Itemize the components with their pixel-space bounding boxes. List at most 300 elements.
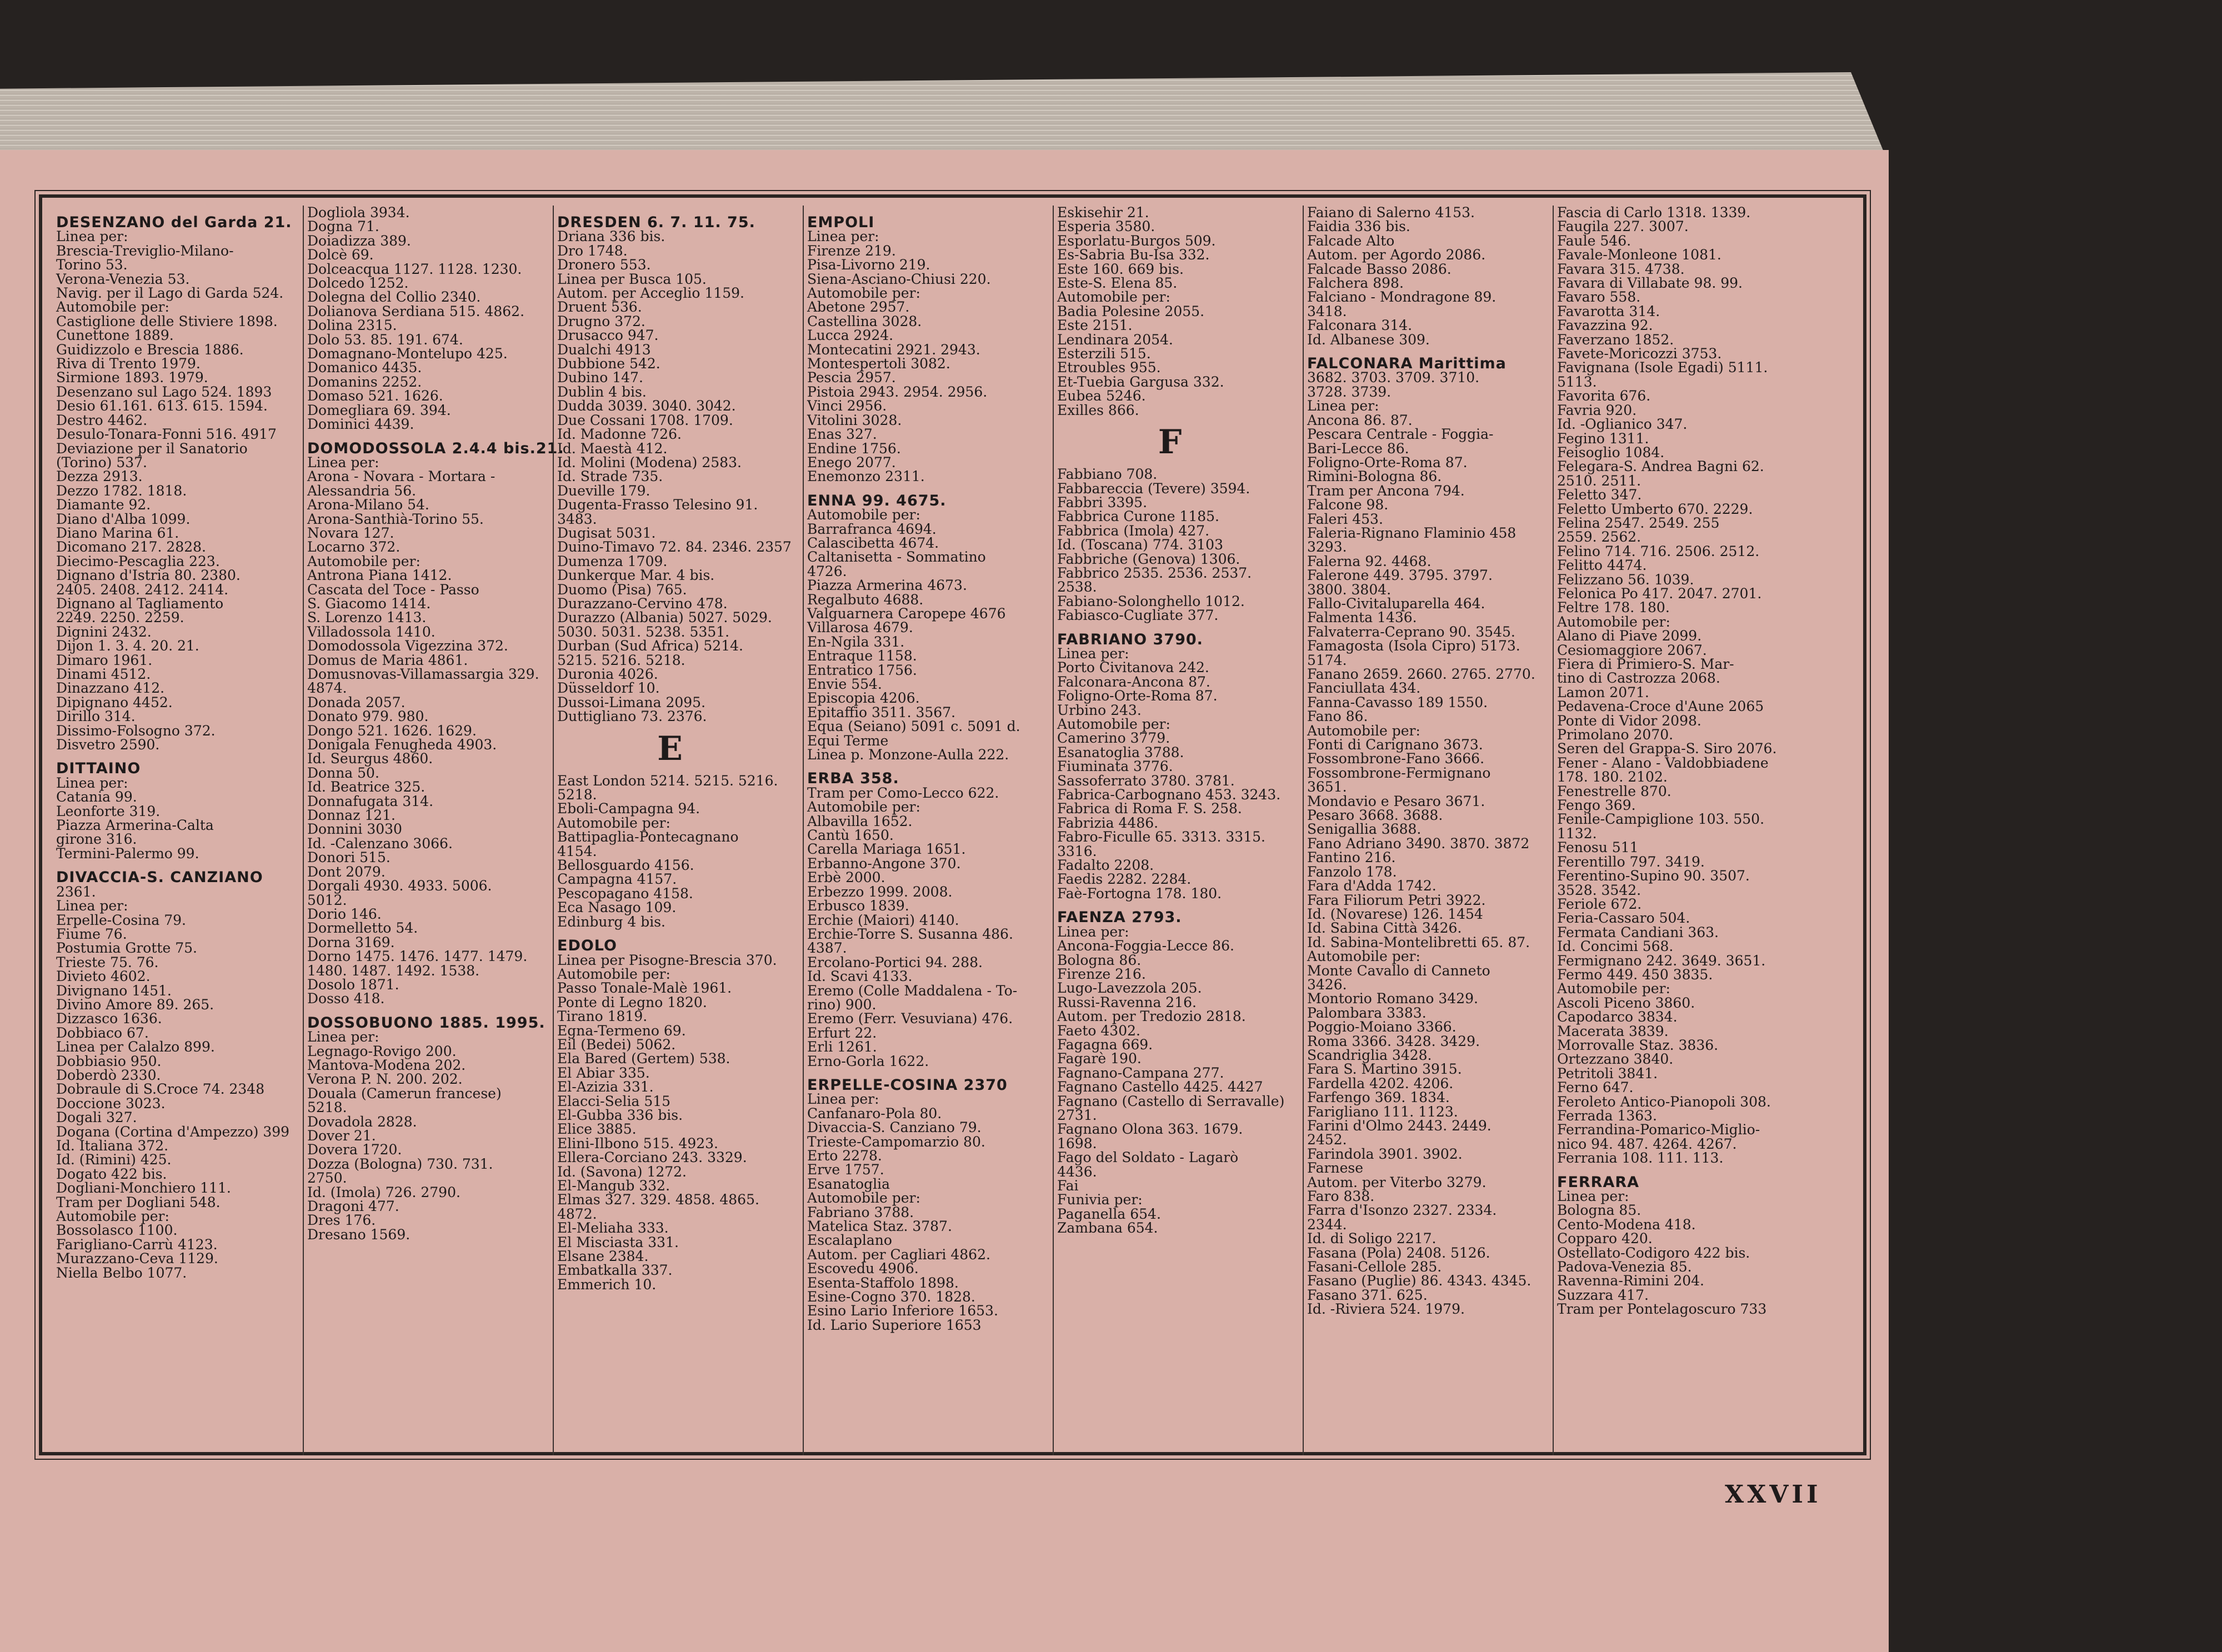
index-entry: Russi-Ravenna 216. xyxy=(1057,994,1197,1010)
index-entry: Ascoli Piceno 3860. xyxy=(1557,994,1695,1011)
index-entry: Erbezzo 1999. 2008. xyxy=(807,883,953,900)
index-entry: Faleri 453. xyxy=(1307,510,1383,527)
index-entry: Duttigliano 73. 2376. xyxy=(557,708,707,725)
index-entry: 5218. xyxy=(307,1099,347,1116)
entry-heading: EMPOLI xyxy=(807,214,875,231)
index-entry: Farfengo 369. 1834. xyxy=(1307,1089,1450,1106)
index-entry: Linea per Busca 105. xyxy=(557,271,707,287)
index-entry: Diano Marina 61. xyxy=(56,524,179,541)
index-entry: Lucca 2924. xyxy=(807,327,894,344)
index-column xyxy=(1553,206,1786,1455)
index-entry: Donna 50. xyxy=(307,764,379,781)
index-column xyxy=(1053,206,1286,1455)
index-entry: Donnafugata 314. xyxy=(307,793,434,809)
index-entry: Falconara-Ancona 87. xyxy=(1057,673,1210,690)
index-entry: 3418. xyxy=(1307,303,1347,319)
index-entry: Dragoni 477. xyxy=(307,1198,399,1215)
index-entry: Fara d'Adda 1742. xyxy=(1307,878,1437,894)
index-entry: Campagna 4157. xyxy=(557,871,677,888)
index-entry: Id. -Calenzano 3066. xyxy=(307,835,453,852)
index-entry: Macerata 3839. xyxy=(1557,1023,1669,1039)
index-entry: Linea per: xyxy=(1557,1188,1629,1205)
index-entry: Dolcedo 1252. xyxy=(307,275,409,292)
index-entry: Cesiomaggiore 2067. xyxy=(1557,642,1707,658)
index-entry: Falvaterra-Ceprano 90. 3545. xyxy=(1307,623,1515,640)
index-entry: Dobbiaco 67. xyxy=(56,1024,149,1041)
index-entry: Dissimo-Folsogno 372. xyxy=(56,722,216,739)
index-entry: Falcade Alto xyxy=(1307,232,1395,249)
index-entry: Divaccia-S. Canziano 79. xyxy=(807,1119,982,1136)
index-entry: Brescia-Treviglio-Milano- xyxy=(56,242,234,259)
entry-heading: EDOLO xyxy=(557,937,618,955)
index-entry: Fossombrone-Fermignano xyxy=(1307,764,1491,781)
index-entry: Id. Sabina Città 3426. xyxy=(1307,920,1462,937)
index-entry: Fener - Alano - Valdobbiadene xyxy=(1557,754,1769,771)
index-entry: Id. (Rimini) 425. xyxy=(56,1152,172,1168)
index-entry: Linea per: xyxy=(1057,645,1129,662)
index-entry: Autom. per Cagliari 4862. xyxy=(807,1246,990,1263)
index-entry: Escovedu 4906. xyxy=(807,1260,919,1277)
index-entry: 3426. xyxy=(1307,976,1347,993)
index-entry: 1132. xyxy=(1557,825,1597,842)
index-entry: Emmerich 10. xyxy=(557,1276,657,1293)
index-entry: Piazza Armerina-Calta xyxy=(56,817,214,834)
index-column xyxy=(803,206,1036,1455)
index-entry: Valguarnera Caropepe 4676 xyxy=(807,605,1006,622)
index-entry: Dezza 2913. xyxy=(56,468,143,485)
index-entry: S. Lorenzo 1413. xyxy=(307,609,427,626)
index-entry: Erpelle-Cosina 79. xyxy=(56,912,186,928)
index-entry: Favazzina 92. xyxy=(1557,317,1653,334)
index-entry: Fabbiano 708. xyxy=(1057,466,1158,483)
index-entry: Arona-Santhià-Torino 55. xyxy=(307,510,484,527)
index-entry: Fiume 76. xyxy=(56,925,127,942)
index-entry: Ostellato-Codigoro 422 bis. xyxy=(1557,1244,1750,1261)
index-entry: 2559. 2562. xyxy=(1557,529,1642,545)
index-entry: Rimini-Bologna 86. xyxy=(1307,468,1442,485)
index-entry: Doccione 3023. xyxy=(56,1095,166,1112)
index-entry: Fabbriche (Genova) 1306. xyxy=(1057,550,1240,567)
index-entry: Dublin 4 bis. xyxy=(557,383,647,400)
index-entry: Catania 99. xyxy=(56,789,137,805)
index-entry: Tirano 1819. xyxy=(557,1008,648,1025)
index-column xyxy=(1303,206,1536,1455)
index-entry: Montecatini 2921. 2943. xyxy=(807,341,980,358)
index-entry: Faugila 227. 3007. xyxy=(1557,218,1689,235)
index-entry: Fagnano Olona 363. 1679. xyxy=(1057,1121,1243,1138)
index-entry: Alano di Piave 2099. xyxy=(1557,628,1702,644)
index-entry: Ancona 86. 87. xyxy=(1307,412,1413,428)
index-entry: Monte Cavallo di Canneto xyxy=(1307,962,1490,979)
index-entry: Dueville 179. xyxy=(557,482,650,499)
index-entry: Fonti di Carignano 3673. xyxy=(1307,737,1483,753)
index-entry: Id. (Novarese) 126. 1454 xyxy=(1307,905,1483,922)
index-entry: Favaro 558. xyxy=(1557,289,1641,306)
entry-heading: FERRARA xyxy=(1557,1173,1640,1191)
index-entry: Eremo (Colle Maddalena - To- xyxy=(807,982,1018,999)
index-entry: 4874. xyxy=(307,680,347,697)
index-entry: Linea per: xyxy=(307,1029,379,1045)
index-entry: Desenzano sul Lago 524. 1893 xyxy=(56,383,272,400)
index-entry: Erfurt 22. xyxy=(807,1024,877,1041)
index-entry: Faiano di Salerno 4153. xyxy=(1307,204,1475,221)
index-entry: Dosolo 1871. xyxy=(307,976,399,993)
index-entry: Ferrada 1363. xyxy=(1557,1108,1658,1124)
index-entry: Favria 920. xyxy=(1557,402,1637,418)
index-entry: Dicomano 217. 2828. xyxy=(56,539,206,555)
index-entry: Faè-Fortogna 178. 180. xyxy=(1057,885,1222,902)
index-entry: Id. (Toscana) 774. 3103 xyxy=(1057,537,1223,553)
index-entry: Linea per: xyxy=(807,228,879,245)
index-entry: Dronero 553. xyxy=(557,257,651,273)
index-entry: Bellosguardo 4156. xyxy=(557,857,694,874)
index-entry: 2510. 2511. xyxy=(1557,472,1642,489)
index-entry: Fermignano 242. 3649. 3651. xyxy=(1557,952,1766,969)
index-entry: Falciano - Mondragone 89. xyxy=(1307,289,1497,306)
index-entry: Dinazzano 412. xyxy=(56,680,165,697)
index-entry: Linea per: xyxy=(56,898,128,914)
index-column xyxy=(53,206,292,1455)
index-entry: Fabrica-Carbognano 453. 3243. xyxy=(1057,787,1281,803)
index-entry: Niella Belbo 1077. xyxy=(56,1264,187,1281)
index-entry: Roma 3366. 3428. 3429. xyxy=(1307,1033,1480,1049)
index-entry: Novara 127. xyxy=(307,524,394,541)
index-entry: Famagosta (Isola Cipro) 5173. xyxy=(1307,638,1520,654)
index-entry: El-Azizia 331. xyxy=(557,1079,654,1095)
index-entry: Copparo 420. xyxy=(1557,1230,1653,1247)
index-entry: Id. (Savona) 1272. xyxy=(557,1163,687,1180)
index-entry: Erli 1261. xyxy=(807,1039,877,1055)
index-entry: Fardella 4202. 4206. xyxy=(1307,1075,1454,1092)
index-entry: Trieste-Campomarzio 80. xyxy=(807,1133,985,1150)
index-entry: Esterzili 515. xyxy=(1057,346,1151,362)
index-entry: Es-Sabria Bu-Isa 332. xyxy=(1057,247,1210,263)
index-entry: Linea per: xyxy=(307,454,379,470)
index-entry: Duronia 4026. xyxy=(557,666,658,682)
index-entry: Automobile per: xyxy=(557,814,670,831)
index-entry: Autom. per Tredozio 2818. xyxy=(1057,1008,1246,1025)
index-entry: Navig. per il Lago di Garda 524. xyxy=(56,285,284,302)
index-entry: Linea per Pisogne-Brescia 370. xyxy=(557,952,777,968)
index-entry: Camerino 3779. xyxy=(1057,730,1170,747)
index-entry: Elacci-Selia 515 xyxy=(557,1093,671,1109)
index-entry: Felitto 4474. xyxy=(1557,557,1647,574)
index-entry: Dolo 53. 85. 191. 674. xyxy=(307,331,463,348)
index-entry: 5215. 5216. 5218. xyxy=(557,652,685,668)
index-entry: Legnago-Rovigo 200. xyxy=(307,1043,457,1059)
index-entry: 2344. xyxy=(1307,1216,1347,1233)
index-entry: Tram per Dogliani 548. xyxy=(56,1194,221,1210)
index-entry: Dinami 4512. xyxy=(56,666,151,682)
index-entry: Dorno 1475. 1476. 1477. 1479. xyxy=(307,948,528,965)
index-entry: Id. Albanese 309. xyxy=(1307,331,1430,348)
index-entry: Automobile per: xyxy=(56,1208,169,1225)
entry-heading: DRESDEN 6. 7. 11. 75. xyxy=(557,214,755,231)
index-entry: Dudda 3039. 3040. 3042. xyxy=(557,398,736,414)
index-entry: Faverzano 1852. xyxy=(1557,331,1674,348)
index-entry: Fasano 371. 625. xyxy=(1307,1286,1428,1303)
entry-heading: DOMODOSSOLA 2.4.4 bis.21. xyxy=(307,439,564,457)
index-entry: Funivia per: xyxy=(1057,1192,1143,1208)
index-entry: Durazzo (Albania) 5027. 5029. xyxy=(557,609,772,626)
index-entry: Fallo-Civitaluparella 464. xyxy=(1307,595,1485,612)
index-entry: Entraque 1158. xyxy=(807,648,917,664)
index-entry: 2538. xyxy=(1057,579,1097,595)
index-entry: Elmas 327. 329. 4858. 4865. xyxy=(557,1192,759,1208)
index-entry: 2750. xyxy=(307,1170,347,1187)
index-entry: Farini d'Olmo 2443. 2449. xyxy=(1307,1118,1492,1134)
index-entry: Fenestrelle 870. xyxy=(1557,783,1671,799)
index-entry: Falcade Basso 2086. xyxy=(1307,261,1452,277)
index-entry: Id. Molini (Modena) 2583. xyxy=(557,454,742,470)
index-entry: Torino 53. xyxy=(56,257,128,273)
index-entry: Id. di Soligo 2217. xyxy=(1307,1230,1437,1247)
index-entry: Enego 2077. xyxy=(807,454,896,470)
index-entry: El Misciasta 331. xyxy=(557,1234,679,1250)
index-entry: Domus de Maria 4861. xyxy=(307,652,468,668)
index-entry: Fabbrica Curone 1185. xyxy=(1057,508,1220,525)
index-entry: Fantino 216. xyxy=(1307,849,1396,866)
index-entry: Fabriano 3788. xyxy=(807,1204,914,1220)
entry-heading: FABRIANO 3790. xyxy=(1057,630,1203,648)
index-entry: 3528. 3542. xyxy=(1557,882,1642,898)
section-letter: E xyxy=(657,729,683,768)
index-entry: Fabbrica (Imola) 427. xyxy=(1057,522,1210,539)
index-entry: Dijon 1. 3. 4. 20. 21. xyxy=(56,638,199,654)
index-entry: Donada 2057. xyxy=(307,694,406,710)
index-entry: 3728. 3739. xyxy=(1307,383,1392,400)
index-entry: Elice 3885. xyxy=(557,1121,637,1138)
index-entry: Este-S. Elena 85. xyxy=(1057,275,1178,292)
index-entry: Druent 536. xyxy=(557,299,642,316)
index-entry: Fanano 2659. 2660. 2765. 2770. xyxy=(1307,666,1535,682)
index-entry: Dugisat 5031. xyxy=(557,524,656,541)
index-entry: Dipignano 4452. xyxy=(56,694,173,710)
index-entry: Dorna 3169. xyxy=(307,934,395,950)
index-entry: Eil (Bedei) 5062. xyxy=(557,1036,676,1053)
index-entry: Farigliano 111. 1123. xyxy=(1307,1103,1458,1120)
index-entry: Dogliola 3934. xyxy=(307,204,410,221)
index-entry: Automobile per: xyxy=(807,799,920,815)
index-entry: Domanico 4435. xyxy=(307,359,422,376)
index-entry: Vitolini 3028. xyxy=(807,412,902,428)
index-entry: 178. 180. 2102. xyxy=(1557,769,1668,785)
entry-heading: DIVACCIA-S. CANZIANO xyxy=(56,869,263,887)
index-entry: Felegara-S. Andrea Bagni 62. xyxy=(1557,458,1764,475)
index-entry: Fabrica di Roma F. S. 258. xyxy=(1057,800,1242,817)
index-entry: Albavilla 1652. xyxy=(807,813,913,829)
index-entry: Mantova-Modena 202. xyxy=(307,1057,466,1073)
index-entry: Embatkalla 337. xyxy=(557,1262,673,1279)
index-entry: Tram per Pontelagoscuro 733 xyxy=(1557,1301,1767,1318)
index-entry: Eubea 5246. xyxy=(1057,388,1146,404)
index-entry: Dussoi-Limana 2095. xyxy=(557,694,706,710)
index-entry: Felonica Po 417. 2047. 2701. xyxy=(1557,585,1762,602)
index-entry: Donato 979. 980. xyxy=(307,708,429,725)
index-entry: Dozza (Bologna) 730. 731. xyxy=(307,1155,493,1172)
index-entry: Petritoli 3841. xyxy=(1557,1065,1658,1082)
index-entry: Montorio Romano 3429. xyxy=(1307,990,1478,1007)
index-entry: Faidia 336 bis. xyxy=(1307,218,1410,235)
index-entry: Feisoglio 1084. xyxy=(1557,444,1665,460)
index-entry: Diano d'Alba 1099. xyxy=(56,510,191,527)
index-entry: Desio 61.161. 613. 615. 1594. xyxy=(56,398,268,414)
index-entry: Dubbione 542. xyxy=(557,356,660,372)
index-entry: Esporlatu-Burgos 509. xyxy=(1057,232,1216,249)
index-entry: Fagnano (Castello di Serravalle) xyxy=(1057,1093,1285,1109)
index-entry: Fiuminata 3776. xyxy=(1057,758,1173,775)
index-entry: Ponte di Legno 1820. xyxy=(557,994,707,1010)
index-entry: Dro 1748. xyxy=(557,242,628,259)
index-entry: Fagnano Castello 4425. 4427 xyxy=(1057,1079,1263,1095)
index-entry: Esino Lario Inferiore 1653. xyxy=(807,1303,998,1319)
index-entry: Envie 554. xyxy=(807,676,882,692)
index-entry: Paganella 654. xyxy=(1057,1205,1161,1222)
page-number: XXVII xyxy=(1725,1480,1821,1509)
entry-heading: ERBA 358. xyxy=(807,770,899,788)
index-entry: Automobile per: xyxy=(807,285,920,302)
index-entry: Lamon 2071. xyxy=(1557,684,1649,700)
index-entry: Falconara 314. xyxy=(1307,317,1413,334)
entry-heading: ENNA 99. 4675. xyxy=(807,492,947,509)
index-entry: Fasani-Cellole 285. xyxy=(1307,1259,1442,1275)
index-entry: Endine 1756. xyxy=(807,440,901,457)
index-entry: Favorita 676. xyxy=(1557,388,1651,404)
index-entry: Cento-Modena 418. xyxy=(1557,1216,1696,1233)
index-entry: Edinburg 4 bis. xyxy=(557,913,665,930)
index-entry: Montespertoli 3082. xyxy=(807,356,950,372)
index-entry: Faedis 2282. 2284. xyxy=(1057,871,1192,888)
index-entry: Este 2151. xyxy=(1057,317,1133,334)
index-entry: Fabbareccia (Tevere) 3594. xyxy=(1057,480,1250,497)
index-entry: Cascata del Toce - Passo xyxy=(307,581,479,598)
index-entry: Feria-Cassaro 504. xyxy=(1557,910,1690,927)
index-entry: Linea per: xyxy=(1057,923,1129,940)
index-entry: Erno-Gorla 1622. xyxy=(807,1053,929,1069)
index-entry: Fengo 369. xyxy=(1557,797,1636,814)
index-entry: Riva di Trento 1979. xyxy=(56,356,201,372)
index-entry: Favara 315. 4738. xyxy=(1557,261,1685,277)
index-entry: Autom. per Agordo 2086. xyxy=(1307,247,1486,263)
index-entry: Firenze 219. xyxy=(807,242,896,259)
index-entry: 1698. xyxy=(1057,1135,1097,1152)
index-entry: Id. Italiana 372. xyxy=(56,1138,169,1154)
index-entry: Fanciullata 434. xyxy=(1307,680,1421,697)
index-entry: Doiadizza 389. xyxy=(307,232,411,249)
index-entry: Fascia di Carlo 1318. 1339. xyxy=(1557,204,1751,221)
index-entry: Linea per: xyxy=(1307,398,1379,414)
index-entry: Foligno-Orte-Roma 87. xyxy=(1307,454,1468,470)
index-entry: El Abiar 335. xyxy=(557,1064,650,1081)
index-entry: Dorgali 4930. 4933. 5006. xyxy=(307,878,492,894)
index-entry: Ferentillo 797. 3419. xyxy=(1557,853,1705,870)
index-entry: Carella Mariaga 1651. xyxy=(807,841,966,858)
index-entry: Enas 327. xyxy=(807,426,877,443)
index-entry: Antrona Piana 1412. xyxy=(307,567,452,584)
index-entry: Pescia 2957. xyxy=(807,369,896,386)
index-entry: Ela Bared (Gertem) 538. xyxy=(557,1050,730,1067)
index-entry: Fagnano-Campana 277. xyxy=(1057,1064,1224,1081)
index-entry: 2452. xyxy=(1307,1132,1347,1148)
index-entry: Castellina 3028. xyxy=(807,313,922,329)
index-entry: Poggio-Moiano 3366. xyxy=(1307,1019,1457,1035)
index-entry: Fabiano-Solonghello 1012. xyxy=(1057,593,1245,609)
index-entry: Douala (Camerun francese) xyxy=(307,1085,502,1102)
index-entry: Caltanisetta - Sommatino xyxy=(807,549,986,565)
index-entry: Feriole 672. xyxy=(1557,895,1642,912)
index-entry: Favete-Moricozzi 3753. xyxy=(1557,346,1722,362)
index-entry: Elsane 2384. xyxy=(557,1248,649,1265)
index-entry: Sassoferrato 3780. 3781. xyxy=(1057,772,1235,789)
index-entry: Divino Amore 89. 265. xyxy=(56,996,214,1013)
index-entry: 1480. 1487. 1492. 1538. xyxy=(307,962,480,979)
index-entry: Scandriglia 3428. xyxy=(1307,1047,1432,1063)
index-entry: Epitaffio 3511. 3567. xyxy=(807,704,956,720)
index-entry: Palombara 3383. xyxy=(1307,1004,1427,1021)
index-entry: Vinci 2956. xyxy=(807,398,887,414)
index-entry: Faule 546. xyxy=(1557,232,1632,249)
index-entry: Termini-Palermo 99. xyxy=(56,845,199,862)
index-entry: Esanatoglia 3788. xyxy=(1057,744,1184,760)
index-entry: Duomo (Pisa) 765. xyxy=(557,581,687,598)
index-entry: Dolina 2315. xyxy=(307,317,397,334)
index-entry: Fossombrone-Fano 3666. xyxy=(1307,750,1485,767)
index-entry: Pisa-Livorno 219. xyxy=(807,257,930,273)
index-entry: Bologna 86. xyxy=(1057,952,1142,968)
index-entry: Feroleto Antico-Pianopoli 308. xyxy=(1557,1093,1771,1110)
index-entry: Dont 2079. xyxy=(307,863,386,880)
index-entry: Destro 4462. xyxy=(56,412,148,428)
index-entry: 5218. xyxy=(557,787,597,803)
index-entry: Eca Nasago 109. xyxy=(557,899,677,916)
index-entry: Diamante 92. xyxy=(56,497,151,513)
index-entry: Fabbrico 2535. 2536. 2537. xyxy=(1057,564,1252,581)
index-entry: Fanna-Cavasso 189 1550. xyxy=(1307,694,1488,710)
index-entry: 4872. xyxy=(557,1205,597,1222)
index-entry: Dolegna del Collio 2340. xyxy=(307,289,481,306)
index-entry: tino di Castrozza 2068. xyxy=(1557,670,1720,687)
index-entry: Domagnano-Montelupo 425. xyxy=(307,346,508,362)
index-entry: Feltre 178. 180. xyxy=(1557,599,1670,616)
index-entry: Dovera 1720. xyxy=(307,1142,402,1158)
index-entry: Ercolano-Portici 94. 288. xyxy=(807,954,983,970)
index-entry: Fasano (Puglie) 86. 4343. 4345. xyxy=(1307,1273,1532,1289)
index-entry: Elini-Ilbono 515. 4923. xyxy=(557,1135,718,1152)
index-entry: Matelica Staz. 3787. xyxy=(807,1218,952,1235)
index-entry: Pescara Centrale - Foggia- xyxy=(1307,426,1494,443)
index-entry: En-Ngila 331. xyxy=(807,633,905,650)
index-entry: Linea per Calalzo 899. xyxy=(56,1039,215,1055)
index-entry: Divieto 4602. xyxy=(56,968,151,985)
index-entry: Duino-Timavo 72. 84. 2346. 2357 xyxy=(557,539,792,555)
index-entry: Fabbri 3395. xyxy=(1057,494,1148,510)
index-entry: Fai xyxy=(1057,1178,1079,1194)
index-entry: Id. -Oglianico 347. xyxy=(1557,416,1688,433)
index-entry: Postumia Grotte 75. xyxy=(56,940,197,957)
index-entry: Etroubles 955. xyxy=(1057,359,1161,376)
index-entry: Erchie (Maiori) 4140. xyxy=(807,912,959,928)
index-entry: Dugenta-Frasso Telesino 91. xyxy=(557,497,758,513)
index-entry: Favara di Villabate 98. 99. xyxy=(1557,275,1743,292)
index-entry: Esanatoglia xyxy=(807,1175,890,1192)
index-entry: Siena-Asciano-Chiusi 220. xyxy=(807,271,991,287)
index-entry: Eremo (Ferr. Vesuviana) 476. xyxy=(807,1010,1013,1027)
index-entry: Dobbiasio 950. xyxy=(56,1053,162,1069)
index-entry: Fago del Soldato - Lagarò xyxy=(1057,1149,1239,1166)
index-entry: 3651. xyxy=(1307,779,1347,795)
index-entry: 2405. 2408. 2412. 2414. xyxy=(56,581,229,598)
index-entry: Fermata Candiani 363. xyxy=(1557,924,1719,940)
